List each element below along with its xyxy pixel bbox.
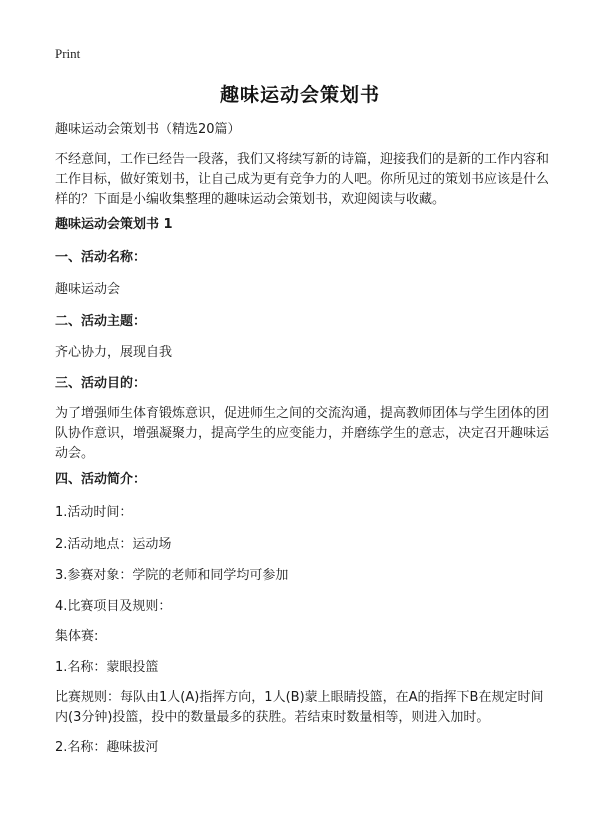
activity-place-item: 2.活动地点：运动场 <box>55 537 172 552</box>
activity-name-heading: 一、活动名称： <box>55 250 147 265</box>
activity-intro-heading: 四、活动简介： <box>55 472 147 487</box>
rules-item: 4.比赛项目及规则： <box>55 599 172 614</box>
intro-paragraph: 不经意间，工作已经告一段落，我们又将续写新的诗篇，迎接我们的是新的工作内容和工作目标，做好策划书，让自己成为更有竞争力的人吧。你所见过的策划书应该是什么样的？下面是小编收集整理的趣味运动会策划书，欢迎阅读与收藏。 <box>55 152 550 207</box>
section-title: 趣味运动会策划书 1 <box>55 217 173 232</box>
game2-name: 2.名称：趣味拔河 <box>55 740 159 755</box>
page-title: 趣味运动会策划书 <box>219 84 380 106</box>
activity-purpose-paragraph: 为了增强师生体育锻炼意识，促进师生之间的交流沟通，提高教师团体与学生团体的团队协作意识，增强凝聚力，提高学生的应变能力，并磨练学生的意志，决定召开趣味运动会。 <box>55 406 550 461</box>
activity-purpose-heading: 三、活动目的： <box>55 376 147 391</box>
activity-theme-heading: 二、活动主题： <box>55 314 147 329</box>
document-subtitle: 趣味运动会策划书（精选20篇） <box>55 122 241 137</box>
activity-name-value: 趣味运动会 <box>55 282 121 297</box>
participants-item: 3.参赛对象：学院的老师和同学均可参加 <box>55 568 289 583</box>
game1-name: 1.名称：蒙眼投篮 <box>55 660 159 675</box>
group-label: 集体赛: <box>55 629 99 644</box>
activity-time-item: 1.活动时间： <box>55 505 133 520</box>
game1-rules: 比赛规则：每队由1人(A)指挥方向，1人(B)蒙上眼睛投篮，在A的指挥下B在规定时间内(3分钟)投篮，投中的数量最多的获胜。若结束时数量相等，则进入加时。 <box>55 690 544 725</box>
print-label: Print <box>55 46 81 61</box>
activity-theme-value: 齐心协力，展现自我 <box>55 345 173 360</box>
